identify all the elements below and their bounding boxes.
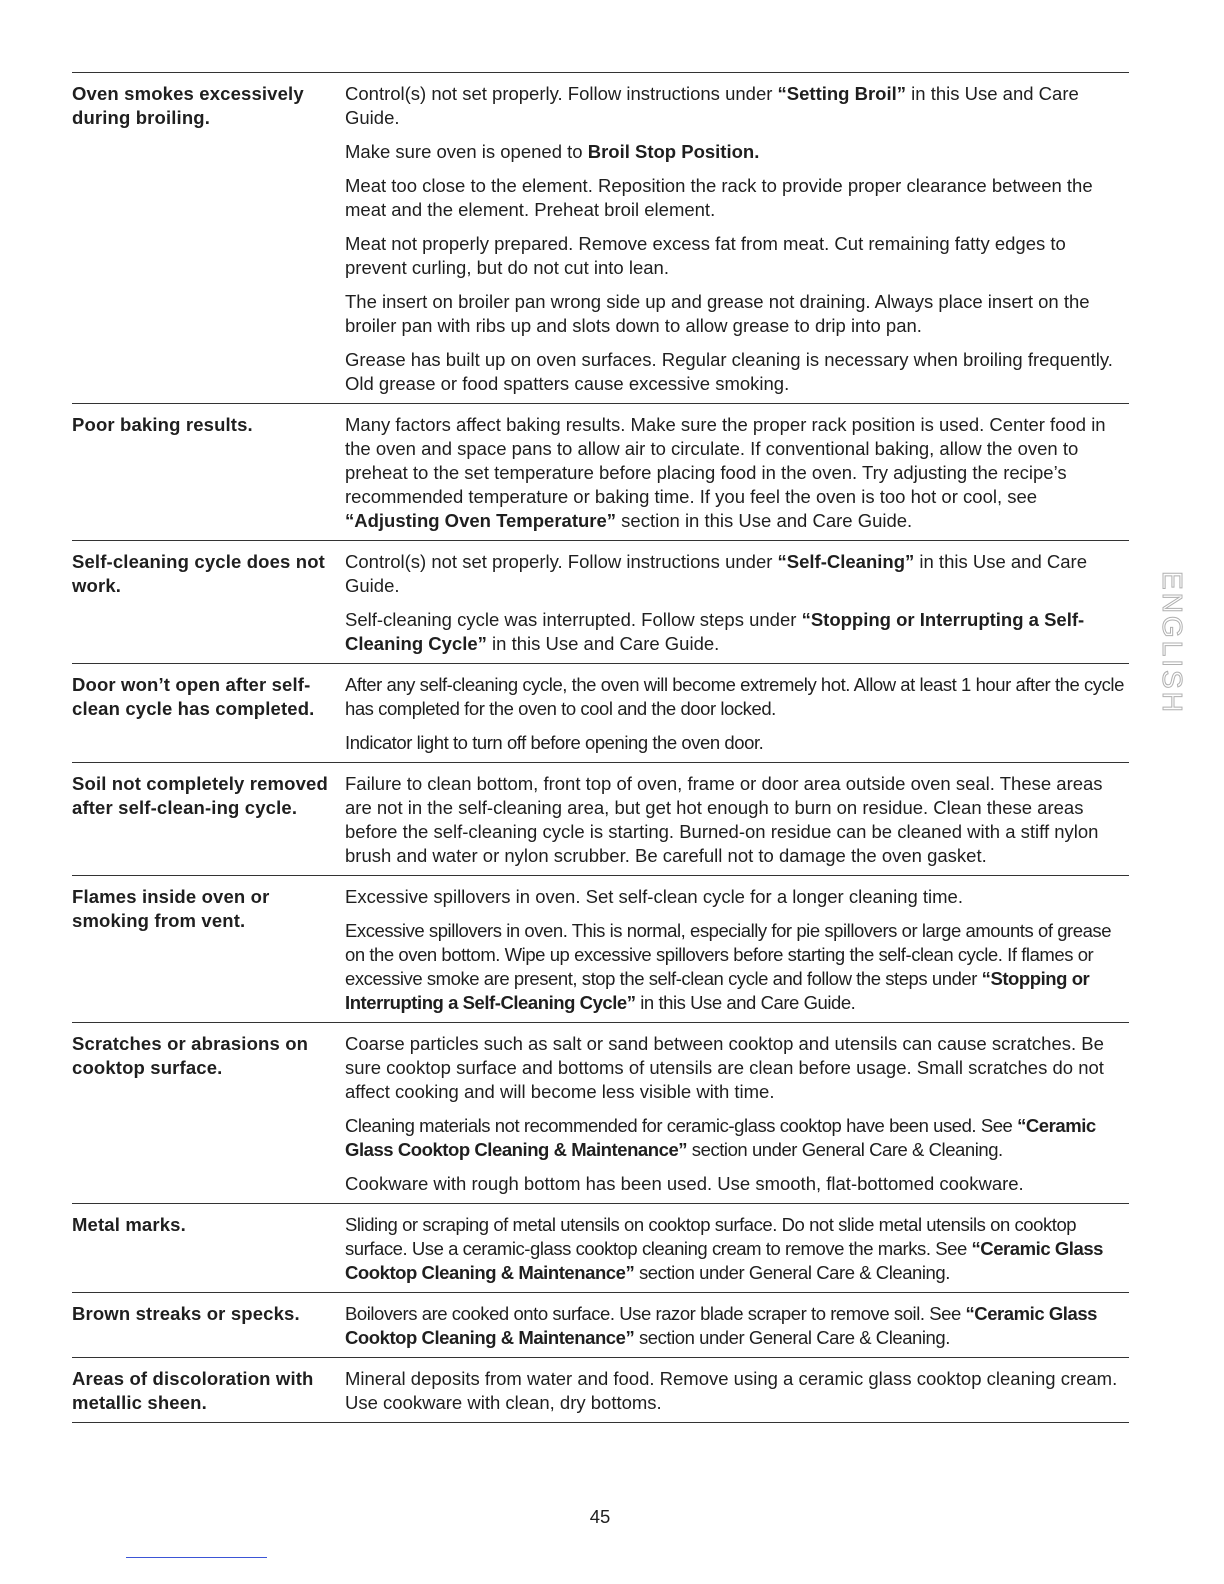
problem-cell: Flames inside oven or smoking from vent. xyxy=(72,886,270,931)
solution-paragraph xyxy=(345,139,1129,164)
footer-rule xyxy=(126,1557,267,1558)
solution-text: Failure to clean bottom, front top of oven, frame or door area outside oven seal. These areas are not in the self-cleaning area, but get hot enough to burn on residue. Clean these areas before the self-cleaning cycle is starting. Burned-on residue can be cleaned with a stiff nylon brush and water or nylon scrubber. Be carefull not to damage the oven gasket. xyxy=(345,773,1103,866)
solution-text: Cleaning materials not recommended for ceramic-glass cooktop have been used. See xyxy=(345,1115,1018,1136)
reference-text: “Ceramic Glass Cooktop Cleaning & Maintenance” xyxy=(345,1115,1096,1160)
solution-cell xyxy=(345,884,1129,1015)
problem-cell: Metal marks. xyxy=(72,1214,186,1235)
reference-text: “Setting Broil” xyxy=(777,83,907,104)
reference-text: “Ceramic Glass Cooktop Cleaning & Maintenance” xyxy=(345,1303,1098,1348)
solution-text: Control(s) not set properly. Follow instructions under xyxy=(345,551,778,572)
solution-paragraph xyxy=(345,918,1129,1015)
solution-paragraph xyxy=(345,1212,1129,1285)
solution-text: Cookware with rough bottom has been used. Use smooth, flat-bottomed cookware. xyxy=(345,1173,1024,1194)
solution-text: Coarse particles such as salt or sand between cooktop and utensils can cause scratches. Be sure cooktop surface and bottoms of utensils are clean before usage. Small scratches do not affect cooking and will become less visible with time. xyxy=(345,1033,1104,1102)
solution-text: in this Use and Care Guide. xyxy=(345,83,1079,128)
solution-cell xyxy=(345,771,1129,868)
solution-cell xyxy=(345,1031,1129,1196)
solution-paragraph xyxy=(345,1171,1129,1196)
solution-paragraph xyxy=(345,1031,1129,1104)
solution-text: section in this Use and Care Guide. xyxy=(616,510,913,531)
solution-cell xyxy=(345,672,1129,755)
solution-text: The insert on broiler pan wrong side up and grease not draining. Always place insert on the broiler pan with ribs up and slots down to allow grease to drip into pan. xyxy=(345,291,1090,336)
solution-text: Many factors affect baking results. Make sure the proper rack position is used. Center food in the oven and space pans to allow air to circulate. If conventional baking, allow the oven to preheat to the set temperature before placing food in the oven. Try adjusting the recipe’s recommended temperature or baking time. If you feel the oven is too hot or cool, see xyxy=(345,414,1106,507)
problem-cell: Oven smokes excessively during broiling. xyxy=(72,83,304,128)
solution-cell xyxy=(345,1366,1129,1415)
solution-text: section under General Care & Cleaning. xyxy=(687,1139,1003,1160)
table-row xyxy=(72,541,1129,664)
page-number: 45 xyxy=(589,1506,611,1527)
solution-paragraph xyxy=(345,884,1129,909)
solution-text: Excessive spillovers in oven. Set self-clean cycle for a longer cleaning time. xyxy=(345,886,963,907)
problem-cell: Scratches or abrasions on cooktop surface. xyxy=(72,1033,309,1078)
solution-cell xyxy=(345,1212,1129,1285)
solution-text: Boilovers are cooked onto surface. Use razor blade scraper to remove soil. See xyxy=(345,1303,966,1324)
reference-text: “Ceramic Glass Cooktop Cleaning & Maintenance” xyxy=(345,1238,1104,1283)
solution-paragraph xyxy=(345,412,1129,533)
solution-paragraph xyxy=(345,289,1129,338)
table-row xyxy=(72,404,1129,541)
solution-text: Self-cleaning cycle was interrupted. Follow steps under xyxy=(345,609,802,630)
solution-paragraph xyxy=(345,1113,1129,1162)
problem-cell: Poor baking results. xyxy=(72,414,253,435)
solution-text: Meat too close to the element. Reposition the rack to provide proper clearance between the meat and the element. Preheat broil element. xyxy=(345,175,1093,220)
solution-paragraph xyxy=(345,549,1129,598)
table-row xyxy=(72,1358,1129,1423)
solution-cell xyxy=(345,81,1129,396)
language-side-tab-label: ENGLISH xyxy=(1157,571,1188,715)
table-row xyxy=(72,1204,1129,1293)
solution-cell xyxy=(345,412,1129,533)
solution-paragraph xyxy=(345,771,1129,868)
solution-text: in this Use and Care Guide. xyxy=(345,551,1088,596)
problem-cell: Brown streaks or specks. xyxy=(72,1303,300,1324)
reference-text: “Self-Cleaning” xyxy=(777,551,915,572)
solution-text: After any self-cleaning cycle, the oven will become extremely hot. Allow at least 1 hour after the cycle has completed for the oven to cool and the door locked. xyxy=(345,674,1124,719)
solution-text: section under General Care & Cleaning. xyxy=(634,1327,950,1348)
language-side-tab xyxy=(1143,572,1201,714)
solution-text: Control(s) not set properly. Follow instructions under xyxy=(345,83,778,104)
solution-text: in this Use and Care Guide. xyxy=(635,992,856,1013)
problem-cell: Soil not completely removed after self-clean-ing cycle. xyxy=(72,773,328,818)
solution-text: Sliding or scraping of metal utensils on cooktop surface. Do not slide metal utensils on cooktop surface. Use a ceramic-glass cooktop cleaning cream to remove the marks. See xyxy=(345,1214,1077,1259)
table-row xyxy=(72,73,1129,404)
solution-paragraph xyxy=(345,347,1129,396)
problem-cell: Areas of discoloration with metallic sheen. xyxy=(72,1368,314,1413)
troubleshooting-table xyxy=(72,72,1129,1423)
reference-text: “Stopping or Interrupting a Self-Cleaning Cycle” xyxy=(345,968,1090,1013)
problem-cell: Door won’t open after self-clean cycle has completed. xyxy=(72,674,315,719)
solution-text: Excessive spillovers in oven. This is normal, especially for pie spillovers or large amounts of grease on the oven bottom. Wipe up excessive spillovers before starting the self-clean cycle. If flames or excessive smoke are present, stop the self-clean cycle and follow the steps under xyxy=(345,920,1112,989)
solution-paragraph xyxy=(345,1366,1129,1415)
solution-text: Indicator light to turn off before opening the oven door. xyxy=(345,732,764,753)
reference-text: “Adjusting Oven Temperature” xyxy=(345,510,617,531)
problem-cell: Self-cleaning cycle does not work. xyxy=(72,551,325,596)
table-row xyxy=(72,1293,1129,1358)
solution-text: Meat not properly prepared. Remove excess fat from meat. Cut remaining fatty edges to prevent curling, but do not cut into lean. xyxy=(345,233,1066,278)
solution-cell xyxy=(345,549,1129,656)
solution-paragraph xyxy=(345,231,1129,280)
solution-paragraph xyxy=(345,173,1129,222)
table-row xyxy=(72,664,1129,763)
solution-text: Grease has built up on oven surfaces. Regular cleaning is necessary when broiling frequently. Old grease or food spatters cause excessive smoking. xyxy=(345,349,1113,394)
table-row xyxy=(72,1023,1129,1204)
solution-paragraph xyxy=(345,1301,1129,1350)
solution-text: Make sure oven is opened to xyxy=(345,141,588,162)
solution-paragraph xyxy=(345,672,1129,721)
solution-paragraph xyxy=(345,81,1129,130)
solution-text: section under General Care & Cleaning. xyxy=(634,1262,950,1283)
table-row xyxy=(72,763,1129,876)
reference-text: “Stopping or Interrupting a Self-Cleaning Cycle” xyxy=(345,609,1085,654)
solution-cell xyxy=(345,1301,1129,1350)
solution-paragraph xyxy=(345,730,1129,755)
table-row xyxy=(72,876,1129,1023)
solution-text: in this Use and Care Guide. xyxy=(486,633,720,654)
reference-text: Broil Stop Position. xyxy=(587,141,760,162)
solution-paragraph xyxy=(345,607,1129,656)
solution-text: Mineral deposits from water and food. Remove using a ceramic glass cooktop cleaning cream. Use cookware with clean, dry bottoms. xyxy=(345,1368,1118,1413)
